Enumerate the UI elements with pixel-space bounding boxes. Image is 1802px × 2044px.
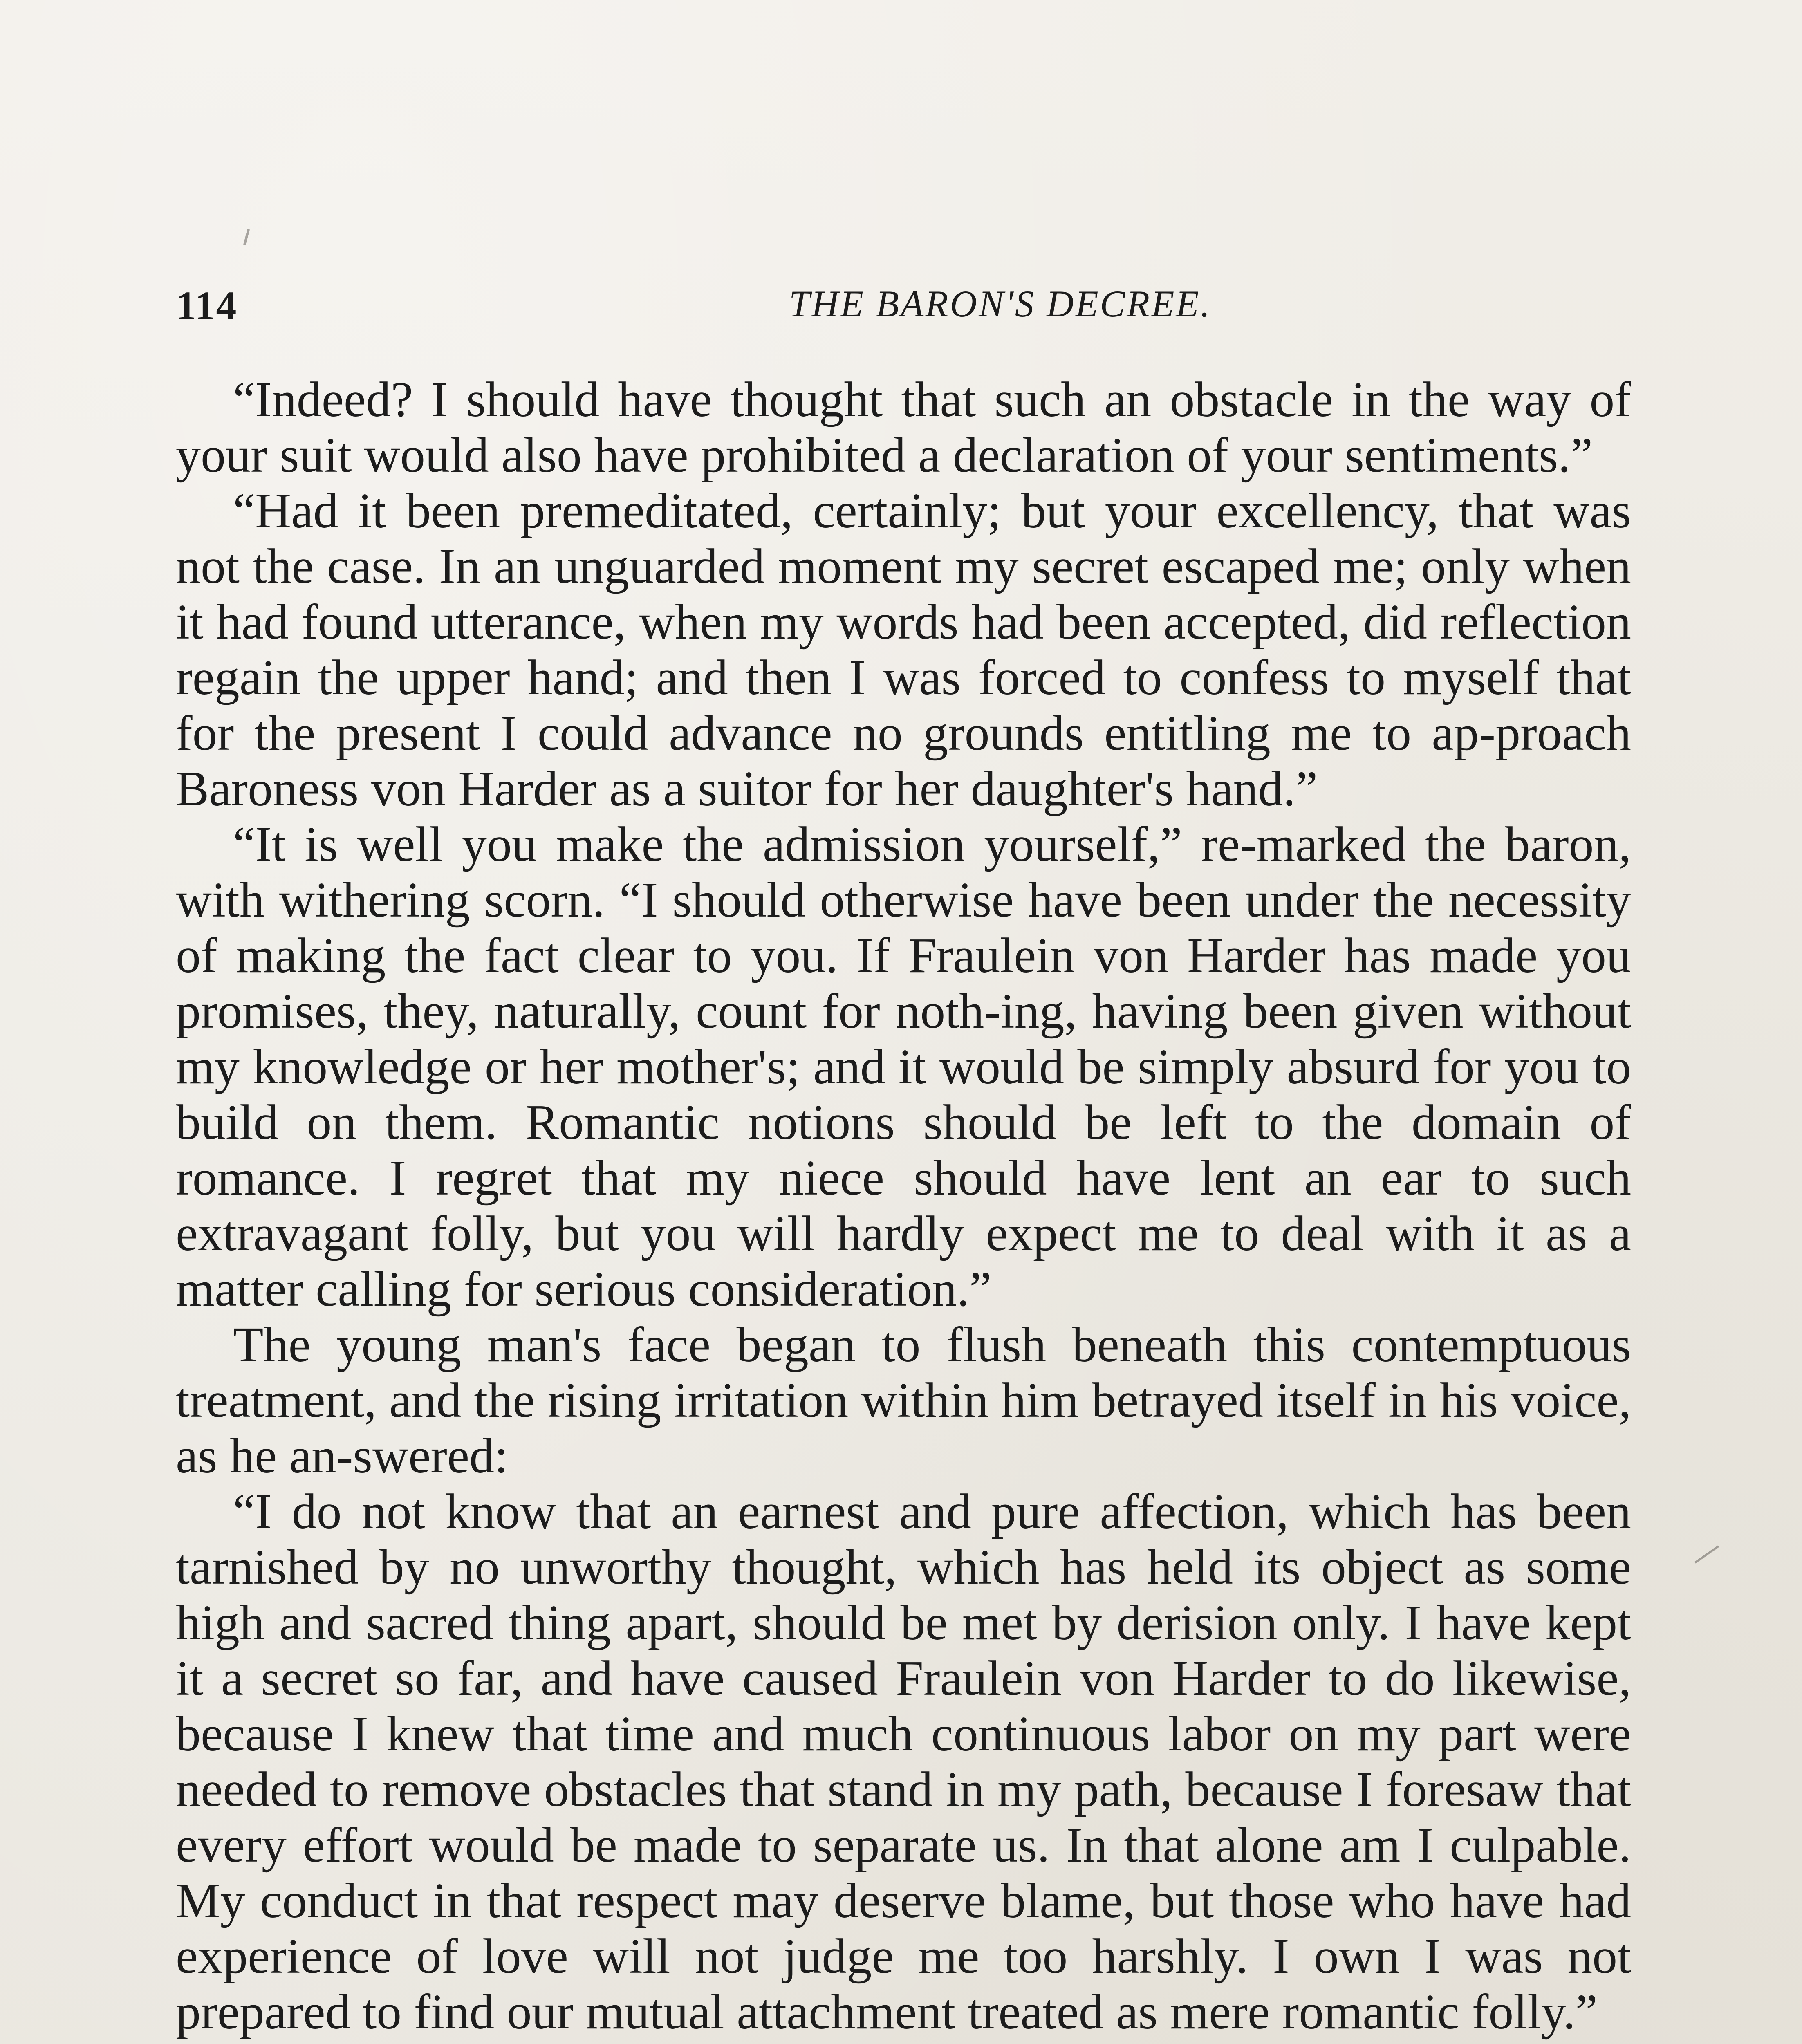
paragraph-3: “It is well you make the admission yourself,” re-marked the baron, with withering scorn. “I should otherwise have been under the necessity of making the fact clear to you. If Fraulein von Harder has made you promises, they, naturally, count for noth-ing, having been given without my knowledge or her mother's; and it would be simply absurd for you to build on them. Romantic notions should be left to the domain of romance. I regret that my niece should have lent an ear to such extravagant folly, but you will hardly expect me to deal with it as a matter calling for serious consideration.” (176, 817, 1631, 1317)
page-number: 114 (176, 283, 238, 328)
paragraph-2: “Had it been premeditated, certainly; but your excellency, that was not the case. In an unguarded moment my secret escaped me; only when it had found utterance, when my words had been accepted, did reflection regain the upper hand; and then I was forced to confess to myself that for the present I could advance no grounds entitling me to ap-proach Baroness von Harder as a suitor for her daughter's hand.” (176, 483, 1631, 816)
paragraph-1: “Indeed? I should have thought that such an obstacle in the way of your suit would also have prohibited a declaration of your sentiments.” (176, 372, 1631, 483)
paper-mark (1694, 1545, 1719, 1563)
body-text (176, 372, 1631, 2040)
paragraph-4: The young man's face began to flush beneath this contemptuous treatment, and the rising irritation within him betrayed itself in his voice, as he an-swered: (176, 1317, 1631, 1484)
paper-mark (243, 229, 250, 245)
running-head (176, 282, 1631, 331)
paragraph-5: “I do not know that an earnest and pure affection, which has been tarnished by no unworthy thought, which has held its object as some high and sacred thing apart, should be met by derision only. I have kept it a secret so far, and have caused Fraulein von Harder to do likewise, because I knew that time and much continuous labor on my part were needed to remove obstacles that stand in my path, because I foresaw that every effort would be made to separate us. In that alone am I culpable. My conduct in that respect may deserve blame, but those who have had experience of love will not judge me too harshly. I own I was not prepared to find our mutual attachment treated as mere romantic folly.” (176, 1484, 1631, 2040)
running-title: THE BARON'S DECREE. (789, 283, 1212, 325)
